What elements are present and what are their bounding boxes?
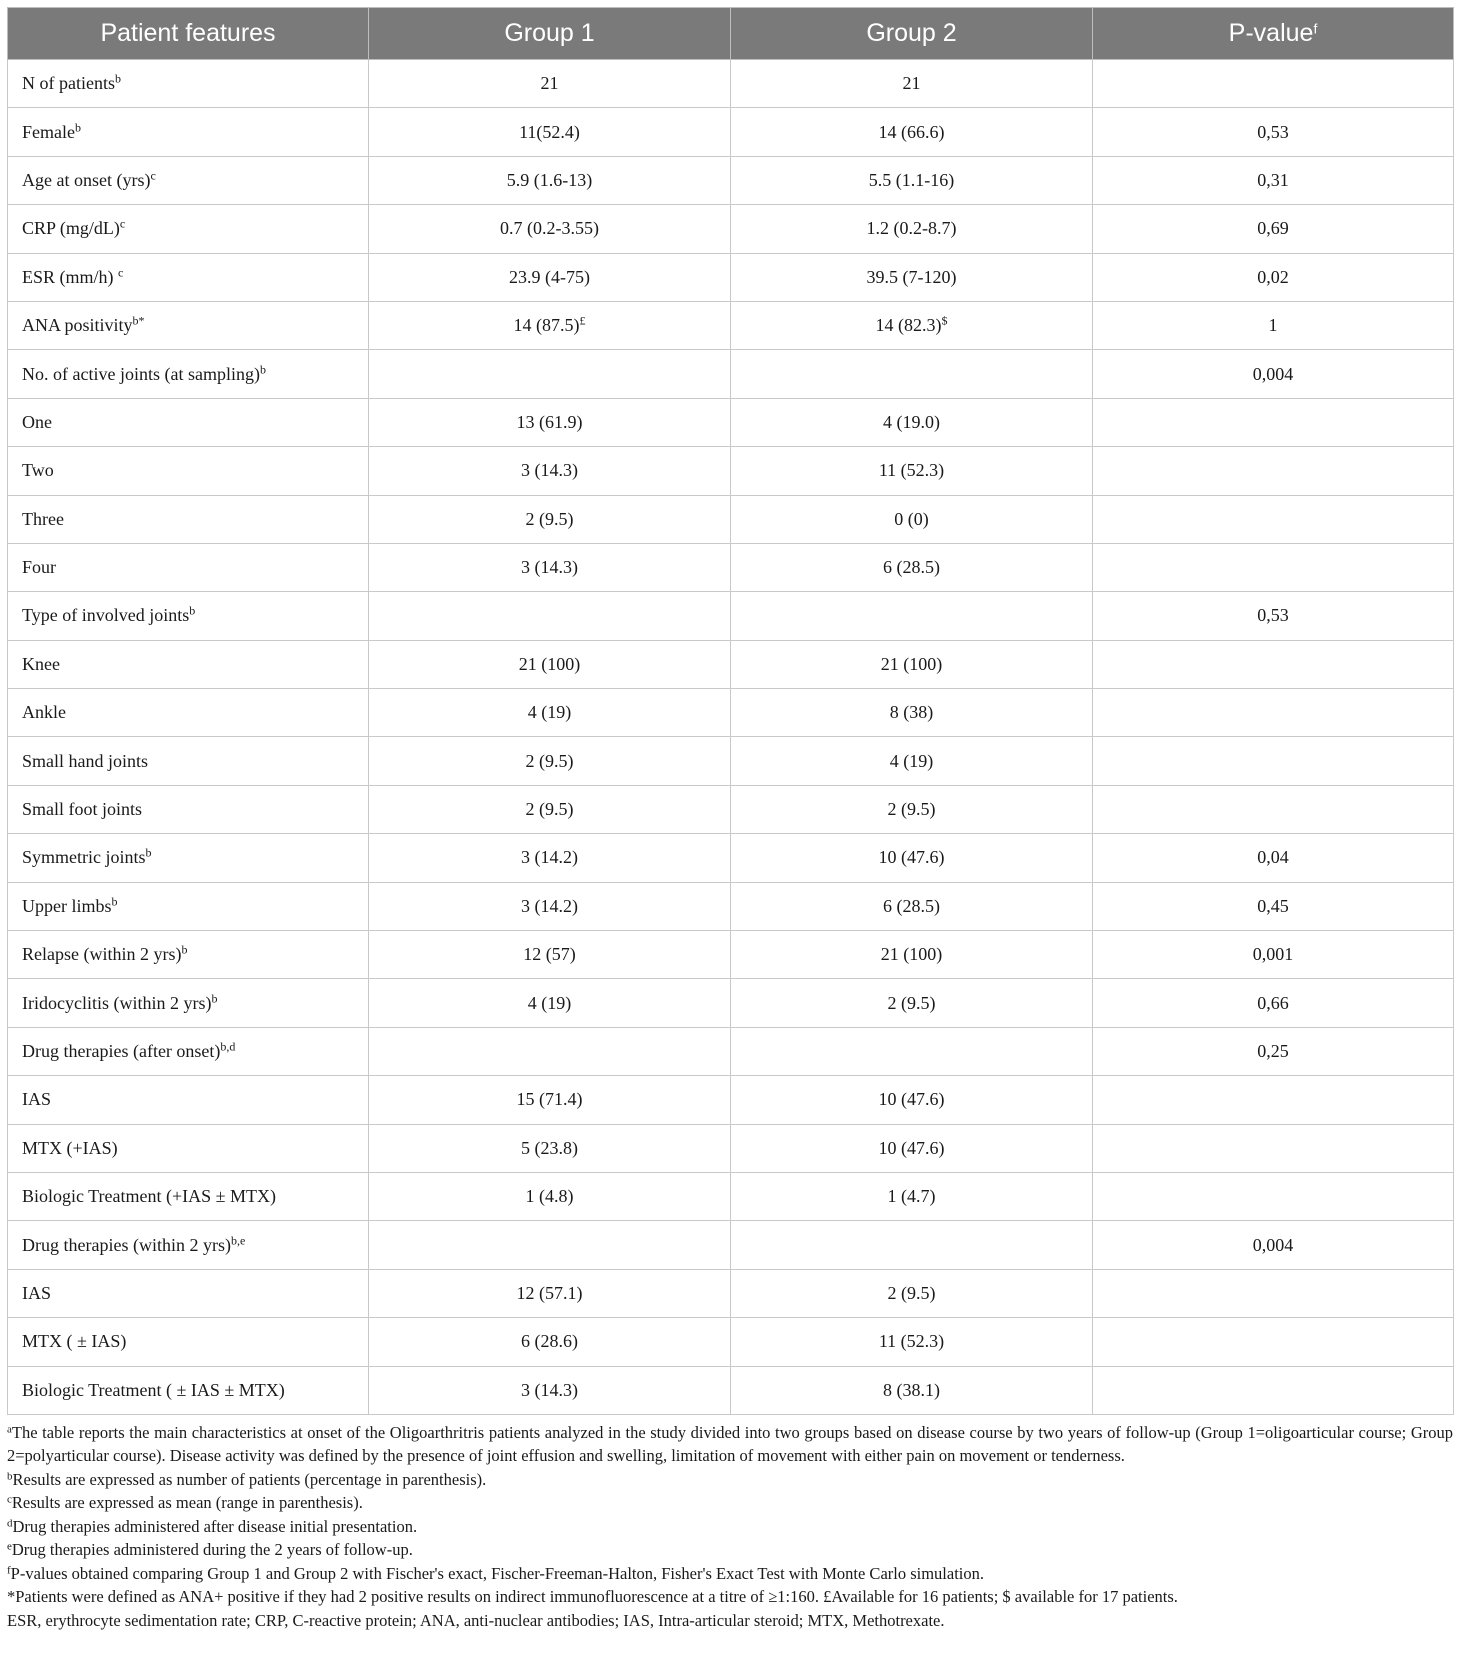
group-2-cell: 10 (47.6) — [731, 1124, 1093, 1172]
feature-cell: Two — [8, 447, 369, 495]
table-row — [8, 156, 1454, 204]
group-1-cell: 5.9 (1.6-13) — [369, 156, 731, 204]
group-2-cell: 5.5 (1.1-16) — [731, 156, 1093, 204]
table-header — [8, 8, 1454, 60]
group-2-cell: 1.2 (0.2-8.7) — [731, 205, 1093, 253]
table-row — [8, 350, 1454, 398]
footnote: $^a$The table reports the main characteristics at onset of the Oligoarthritris patients analyzed in the study divided into two groups based on disease course by two years of follow-up (Group 1=oligoarticular course; Group 2=polyarticular course). Disease activity was defined by the presence of joint effusion and swelling, limitation of movement with either pain on movement or tenderness. — [7, 1422, 1453, 1466]
header-patient-features: Patient features — [8, 8, 369, 60]
feature-cell: Type of involved joints$^b$ — [8, 592, 369, 640]
table-row — [8, 592, 1454, 640]
p-value-cell — [1093, 495, 1454, 543]
group-1-cell: 3 (14.2) — [369, 834, 731, 882]
group-2-cell: 21 (100) — [731, 931, 1093, 979]
group-1-cell: 4 (19) — [369, 689, 731, 737]
feature-cell: MTX (+IAS) — [8, 1124, 369, 1172]
group-2-cell: 10 (47.6) — [731, 1076, 1093, 1124]
feature-cell: Drug therapies (within 2 yrs)$^{b,e}$ — [8, 1221, 369, 1269]
footnote: ESR, erythrocyte sedimentation rate; CRP, C-reactive protein; ANA, anti-nuclear antibodies; IAS, Intra-articular steroid; MTX, Methotrexate. — [7, 1610, 945, 1630]
feature-cell: Three — [8, 495, 369, 543]
feature-cell: One — [8, 398, 369, 446]
group-1-cell: 11(52.4) — [369, 108, 731, 156]
table-row — [8, 1366, 1454, 1414]
table-row — [8, 495, 1454, 543]
table-row — [8, 1076, 1454, 1124]
p-value-cell: 0,02 — [1093, 253, 1454, 301]
table-row — [8, 785, 1454, 833]
group-2-cell: 21 — [731, 60, 1093, 108]
group-1-cell — [369, 592, 731, 640]
table-body — [8, 60, 1454, 1415]
table-row — [8, 398, 1454, 446]
group-1-cell: 1 (4.8) — [369, 1172, 731, 1220]
p-value-cell — [1093, 1318, 1454, 1366]
group-2-cell: 2 (9.5) — [731, 785, 1093, 833]
feature-cell: Four — [8, 543, 369, 591]
table-row — [8, 640, 1454, 688]
p-value-cell: 0,31 — [1093, 156, 1454, 204]
feature-cell: Iridocyclitis (within 2 yrs)$^b$ — [8, 979, 369, 1027]
patient-features-table — [7, 7, 1454, 1415]
feature-cell: Small foot joints — [8, 785, 369, 833]
table-row — [8, 1221, 1454, 1269]
table-row — [8, 979, 1454, 1027]
feature-cell: No. of active joints (at sampling)$^b$ — [8, 350, 369, 398]
feature-cell: Knee — [8, 640, 369, 688]
p-value-cell: 0,53 — [1093, 592, 1454, 640]
group-2-cell: 8 (38.1) — [731, 1366, 1093, 1414]
feature-cell: Biologic Treatment ( ± IAS ± MTX) — [8, 1366, 369, 1414]
p-value-cell — [1093, 1076, 1454, 1124]
feature-cell: ANA positivity$^{b*}$ — [8, 301, 369, 349]
footnote: $^e$Drug therapies administered during the 2 years of follow-up. — [7, 1540, 413, 1560]
group-1-cell: 3 (14.2) — [369, 882, 731, 930]
group-1-cell: 13 (61.9) — [369, 398, 731, 446]
p-value-cell — [1093, 785, 1454, 833]
group-2-cell: 2 (9.5) — [731, 979, 1093, 1027]
footnote: $^c$Results are expressed as mean (range in parenthesis). — [7, 1493, 363, 1513]
p-value-cell: 0,004 — [1093, 1221, 1454, 1269]
table-row — [8, 1318, 1454, 1366]
p-value-cell: 0,69 — [1093, 205, 1454, 253]
footnote: *Patients were defined as ANA+ positive if they had 2 positive results on indirect immunofluorescence at a titre of ≥1:160. £Available for 16 patients; $ available for 17 patients. — [7, 1587, 1178, 1607]
group-1-cell — [369, 1221, 731, 1269]
group-2-cell: 14 (82.3)$ — [731, 301, 1093, 349]
table-row — [8, 1027, 1454, 1075]
footnote: $^d$Drug therapies administered after disease initial presentation. — [7, 1516, 418, 1536]
group-1-cell: 6 (28.6) — [369, 1318, 731, 1366]
feature-cell: Symmetric joints$^b$ — [8, 834, 369, 882]
group-1-cell: 5 (23.8) — [369, 1124, 731, 1172]
p-value-cell — [1093, 1172, 1454, 1220]
group-1-cell: 21 (100) — [369, 640, 731, 688]
feature-cell: ESR (mm/h) $^c$ — [8, 253, 369, 301]
group-1-cell — [369, 1027, 731, 1075]
table-row — [8, 834, 1454, 882]
p-value-cell: 0,66 — [1093, 979, 1454, 1027]
p-value-cell: 0,04 — [1093, 834, 1454, 882]
feature-cell: Upper limbs$^b$ — [8, 882, 369, 930]
table-row — [8, 1124, 1454, 1172]
group-2-cell — [731, 350, 1093, 398]
feature-cell: IAS — [8, 1269, 369, 1317]
feature-cell: IAS — [8, 1076, 369, 1124]
group-2-cell: 6 (28.5) — [731, 543, 1093, 591]
header-p-value: P-value$^f$ — [1093, 8, 1454, 60]
p-value-cell — [1093, 543, 1454, 591]
table-row — [8, 60, 1454, 108]
feature-cell: Ankle — [8, 689, 369, 737]
document-page — [7, 7, 1453, 1632]
group-2-cell: 39.5 (7-120) — [731, 253, 1093, 301]
feature-cell: Female$^b$ — [8, 108, 369, 156]
table-row — [8, 205, 1454, 253]
feature-cell: N of patients$^b$ — [8, 60, 369, 108]
group-2-cell — [731, 1221, 1093, 1269]
p-value-cell — [1093, 1366, 1454, 1414]
p-value-cell — [1093, 640, 1454, 688]
p-value-cell — [1093, 689, 1454, 737]
group-1-cell: 23.9 (4-75) — [369, 253, 731, 301]
group-1-cell: 15 (71.4) — [369, 1076, 731, 1124]
group-2-cell: 21 (100) — [731, 640, 1093, 688]
p-value-cell: 0,001 — [1093, 931, 1454, 979]
group-2-cell — [731, 592, 1093, 640]
group-2-cell: 1 (4.7) — [731, 1172, 1093, 1220]
group-2-cell: 11 (52.3) — [731, 1318, 1093, 1366]
p-value-cell: 0,53 — [1093, 108, 1454, 156]
table-row — [8, 108, 1454, 156]
p-value-cell — [1093, 398, 1454, 446]
group-1-cell: 12 (57) — [369, 931, 731, 979]
group-2-cell: 11 (52.3) — [731, 447, 1093, 495]
group-2-cell: 14 (66.6) — [731, 108, 1093, 156]
group-2-cell — [731, 1027, 1093, 1075]
group-1-cell: 2 (9.5) — [369, 737, 731, 785]
table-row — [8, 543, 1454, 591]
group-2-cell: 10 (47.6) — [731, 834, 1093, 882]
table-row — [8, 737, 1454, 785]
group-1-cell: 3 (14.3) — [369, 1366, 731, 1414]
group-2-cell: 4 (19.0) — [731, 398, 1093, 446]
feature-cell: Drug therapies (after onset)$^{b,d}$ — [8, 1027, 369, 1075]
group-2-cell: 2 (9.5) — [731, 1269, 1093, 1317]
p-value-cell — [1093, 60, 1454, 108]
table-row — [8, 301, 1454, 349]
group-1-cell: 4 (19) — [369, 979, 731, 1027]
group-1-cell: 2 (9.5) — [369, 785, 731, 833]
p-value-cell — [1093, 447, 1454, 495]
feature-cell: CRP $(mg/dL)^c$ — [8, 205, 369, 253]
p-value-cell — [1093, 1269, 1454, 1317]
group-1-cell: 14 (87.5)£ — [369, 301, 731, 349]
group-2-cell: 0 (0) — [731, 495, 1093, 543]
footnote: $^b$Results are expressed as number of patients (percentage in parenthesis). — [7, 1469, 487, 1489]
feature-cell: Relapse (within 2 yrs)$^b$ — [8, 931, 369, 979]
feature-cell: MTX ( ± IAS) — [8, 1318, 369, 1366]
group-1-cell: 2 (9.5) — [369, 495, 731, 543]
table-row — [8, 689, 1454, 737]
group-2-cell: 8 (38) — [731, 689, 1093, 737]
header-group-1: Group 1 — [369, 8, 731, 60]
table-row — [8, 931, 1454, 979]
table-row — [8, 1172, 1454, 1220]
table-row — [8, 882, 1454, 930]
header-group-2: Group 2 — [731, 8, 1093, 60]
footnote: $^f$P-values obtained comparing Group 1 and Group 2 with Fischer's exact, Fischer-Freeman-Halton, Fisher's Exact Test with Monte Carlo simulation. — [7, 1563, 985, 1583]
p-value-cell — [1093, 737, 1454, 785]
table-footnotes — [7, 1421, 1453, 1633]
p-value-cell: 0,004 — [1093, 350, 1454, 398]
group-1-cell: 3 (14.3) — [369, 543, 731, 591]
table-row — [8, 1269, 1454, 1317]
group-2-cell: 4 (19) — [731, 737, 1093, 785]
p-value-cell — [1093, 1124, 1454, 1172]
group-1-cell — [369, 350, 731, 398]
p-value-cell: 0,45 — [1093, 882, 1454, 930]
group-1-cell: 0.7 (0.2-3.55) — [369, 205, 731, 253]
group-1-cell: 3 (14.3) — [369, 447, 731, 495]
feature-cell: Biologic Treatment (+IAS ± MTX) — [8, 1172, 369, 1220]
p-value-cell: 1 — [1093, 301, 1454, 349]
feature-cell: Age at onset (yrs)$^c$ — [8, 156, 369, 204]
group-1-cell: 21 — [369, 60, 731, 108]
group-1-cell: 12 (57.1) — [369, 1269, 731, 1317]
group-2-cell: 6 (28.5) — [731, 882, 1093, 930]
header-row — [8, 8, 1454, 60]
table-row — [8, 447, 1454, 495]
feature-cell: Small hand joints — [8, 737, 369, 785]
table-row — [8, 253, 1454, 301]
p-value-cell: 0,25 — [1093, 1027, 1454, 1075]
